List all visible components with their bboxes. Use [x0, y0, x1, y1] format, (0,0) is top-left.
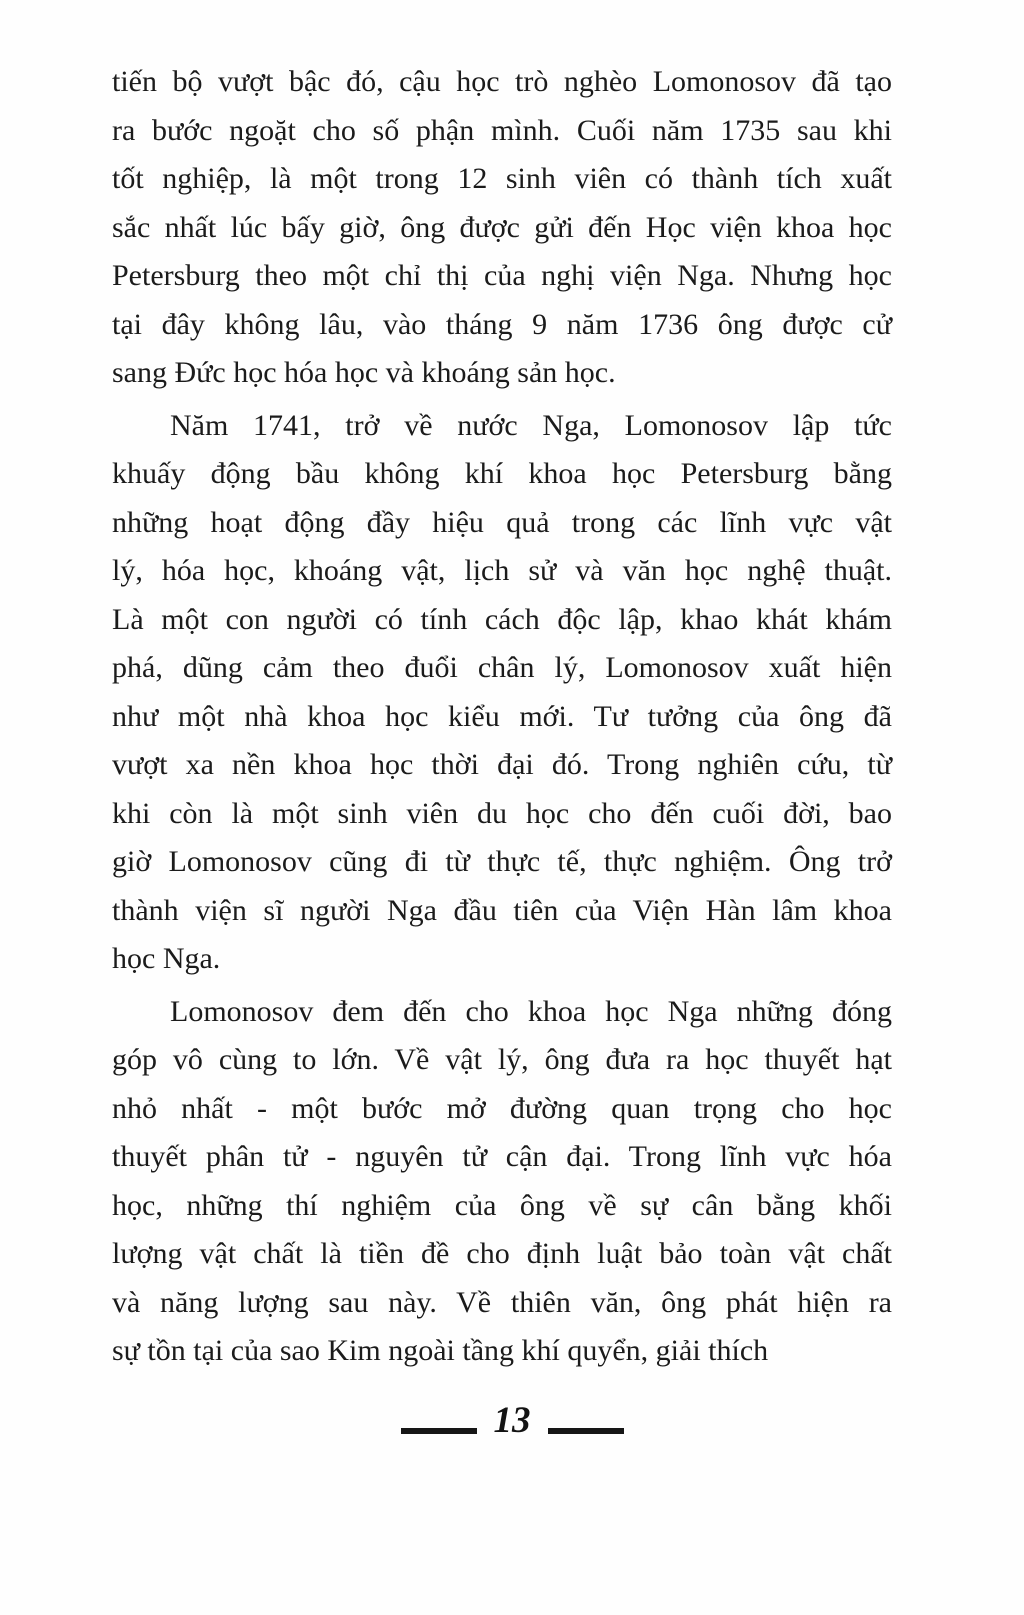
text-line: Năm 1741, trở về nước Nga, Lomonosov lập tức — [170, 408, 892, 442]
page-footer — [0, 1402, 1024, 1441]
paragraph — [112, 402, 892, 984]
page-number: 13 — [493, 1400, 531, 1441]
text-line: thuyết phân tử - nguyên tử cận đại. Trong lĩnh vực hóa — [112, 1140, 892, 1173]
text-line: thành viện sĩ người Nga đầu tiên của Viện Hàn lâm khoa — [112, 893, 892, 927]
text-line: giờ Lomonosov cũng đi từ thực tế, thực nghiệm. Ông trở — [112, 845, 892, 878]
paragraph — [112, 58, 892, 398]
text-line: những hoạt động đầy hiệu quả trong các lĩnh vực vật — [112, 505, 892, 539]
text-line: lý, hóa học, khoáng vật, lịch sử và văn học nghệ thuật. — [112, 554, 892, 587]
text-line: Petersburg theo một chỉ thị của nghị viện Nga. Nhưng học — [112, 259, 892, 292]
text-line: học, những thí nghiệm của ông về sự cân bằng khối — [112, 1188, 892, 1222]
footer-rule-left — [401, 1428, 477, 1434]
text-line: khuấy động bầu không khí khoa học Petersburg bằng — [112, 457, 892, 490]
paragraph — [112, 988, 892, 1376]
text-line: Là một con người có tính cách độc lập, khao khát khám — [112, 602, 892, 636]
text-line: sang Đức học hóa học và khoáng sản học. — [112, 356, 616, 389]
text-line: và năng lượng sau này. Về thiên văn, ông phát hiện ra — [112, 1285, 892, 1319]
text-line: tiến bộ vượt bậc đó, cậu học trò nghèo Lomonosov đã tạo — [112, 65, 892, 98]
text-line: sự tồn tại của sao Kim ngoài tầng khí quyển, giải thích — [112, 1334, 769, 1367]
text-line: ra bước ngoặt cho số phận mình. Cuối năm 1735 sau khi — [112, 113, 892, 147]
text-line: như một nhà khoa học kiểu mới. Tư tưởng của ông đã — [112, 699, 892, 733]
text-line: học Nga. — [112, 942, 221, 975]
text-line: tốt nghiệp, là một trong 12 sinh viên có thành tích xuất — [112, 162, 892, 195]
text-line: lượng vật chất là tiền đề cho định luật bảo toàn vật chất — [112, 1237, 892, 1270]
footer-rule-right — [548, 1428, 624, 1434]
body-text — [112, 58, 892, 1380]
text-line: nhỏ nhất - một bước mở đường quan trọng cho học — [112, 1091, 892, 1125]
text-line: Lomonosov đem đến cho khoa học Nga những đóng — [170, 994, 892, 1028]
text-line: sắc nhất lúc bấy giờ, ông được gửi đến Học viện khoa học — [112, 210, 892, 244]
text-line: góp vô cùng to lớn. Về vật lý, ông đưa ra học thuyết hạt — [112, 1043, 892, 1076]
text-line: khi còn là một sinh viên du học cho đến cuối đời, bao — [112, 796, 892, 830]
text-line: phá, dũng cảm theo đuổi chân lý, Lomonosov xuất hiện — [112, 651, 892, 684]
text-line: tại đây không lâu, vào tháng 9 năm 1736 ông được cử — [112, 307, 892, 341]
text-line: vượt xa nền khoa học thời đại đó. Trong nghiên cứu, từ — [112, 748, 892, 781]
